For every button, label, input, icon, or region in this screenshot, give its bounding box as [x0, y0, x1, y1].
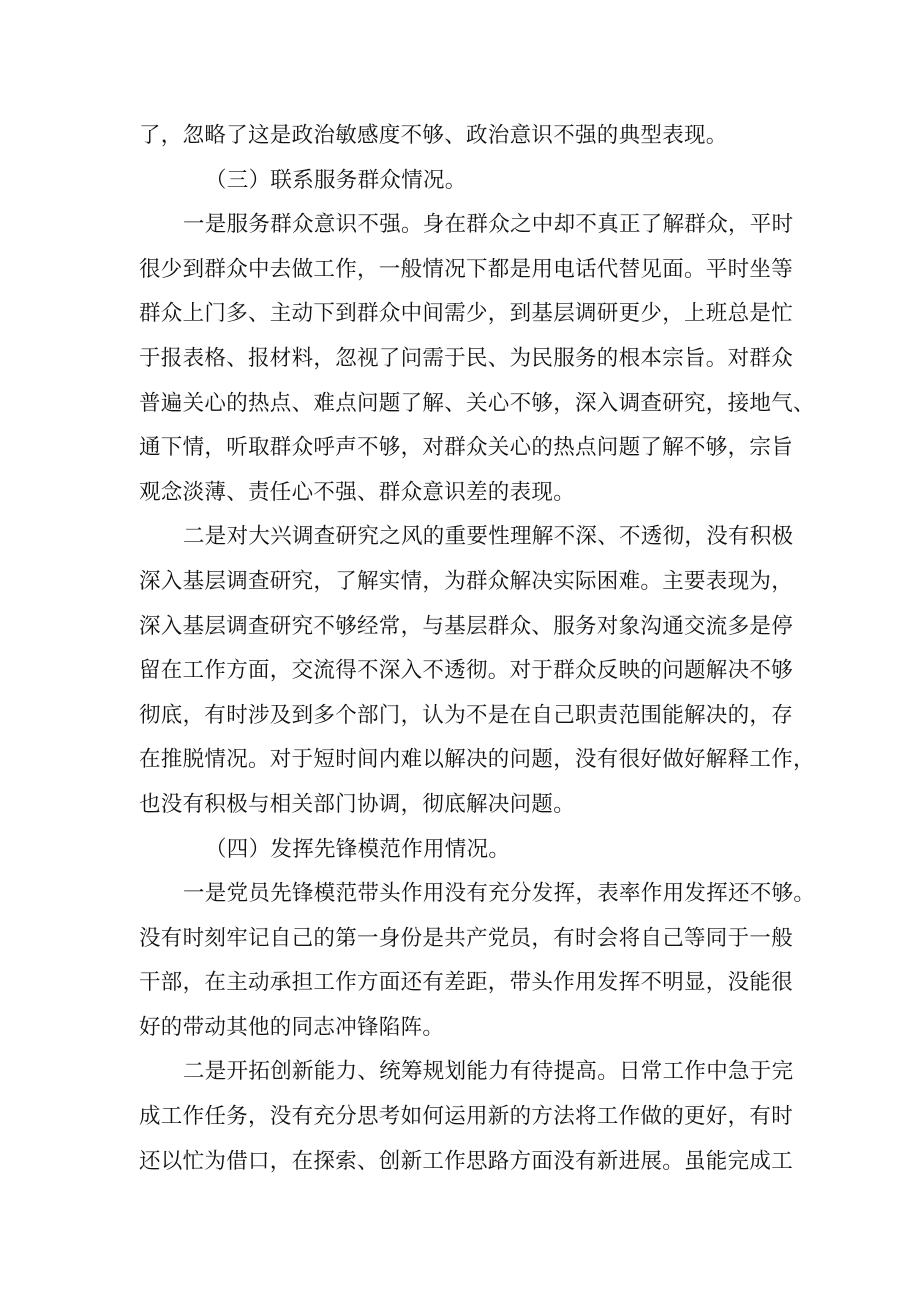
paragraph-line: 深入基层调查研究不够经常，与基层群众、服务对象沟通交流多是停	[139, 613, 794, 639]
paragraph-line: 群众上门多、主动下到群众中间需少，到基层调研更少，上班总是忙	[139, 301, 794, 327]
paragraph-line: 成工作任务，没有充分思考如何运用新的方法将工作做的更好，有时	[139, 1104, 794, 1130]
paragraph-line: 干部，在主动承担工作方面还有差距，带头作用发挥不明显，没能很	[139, 970, 794, 996]
paragraph-line: 普遍关心的热点、难点问题了解、关心不够，深入调查研究，接地气、	[139, 390, 815, 416]
paragraph-line: 于报表格、报材料，忽视了问需于民、为民服务的根本宗旨。对群众	[139, 345, 794, 371]
paragraph-line: 二是对大兴调查研究之风的重要性理解不深、不透彻，没有积极	[183, 524, 794, 550]
paragraph-line: 二是开拓创新能力、统筹规划能力有待提高。日常工作中急于完	[183, 1059, 794, 1085]
paragraph-line: 了，忽略了这是政治敏感度不够、政治意识不强的典型表现。	[139, 123, 728, 148]
section-heading-4: （四）发挥先锋模范作用情况。	[205, 836, 511, 862]
paragraph-line: 通下情，听取群众呼声不够，对群众关心的热点问题了解不够，宗旨	[139, 435, 794, 461]
section-heading-3: （三）联系服务群众情况。	[205, 167, 467, 193]
paragraph-line: 还以忙为借口，在探索、创新工作思路方面没有新进展。虽能完成工	[139, 1148, 794, 1174]
paragraph-line: 深入基层调查研究，了解实情，为群众解决实际困难。主要表现为，	[139, 568, 794, 594]
paragraph-line: 在推脱情况。对于短时间内难以解决的问题，没有很好做好解释工作，	[139, 747, 815, 773]
document-body	[139, 114, 816, 1184]
paragraph-line: 没有时刻牢记自己的第一身份是共产党员，有时会将自己等同于一般	[139, 925, 794, 951]
paragraph-line: 一是服务群众意识不强。身在群众之中却不真正了解群众，平时	[183, 212, 794, 238]
paragraph-line: 好的带动其他的同志冲锋陷阵。	[139, 1014, 445, 1040]
paragraph-line: 一是党员先锋模范带头作用没有充分发挥，表率作用发挥还不够。	[183, 881, 816, 907]
paragraph-line: 观念淡薄、责任心不强、群众意识差的表现。	[139, 479, 576, 505]
paragraph-line: 彻底，有时涉及到多个部门，认为不是在自己职责范围能解决的，存	[139, 702, 794, 728]
paragraph-line: 留在工作方面，交流得不深入不透彻。对于群众反映的问题解决不够	[139, 658, 794, 684]
paragraph-line: 很少到群众中去做工作，一般情况下都是用电话代替见面。平时坐等	[139, 256, 794, 282]
paragraph-line: 也没有积极与相关部门协调，彻底解决问题。	[139, 791, 576, 817]
